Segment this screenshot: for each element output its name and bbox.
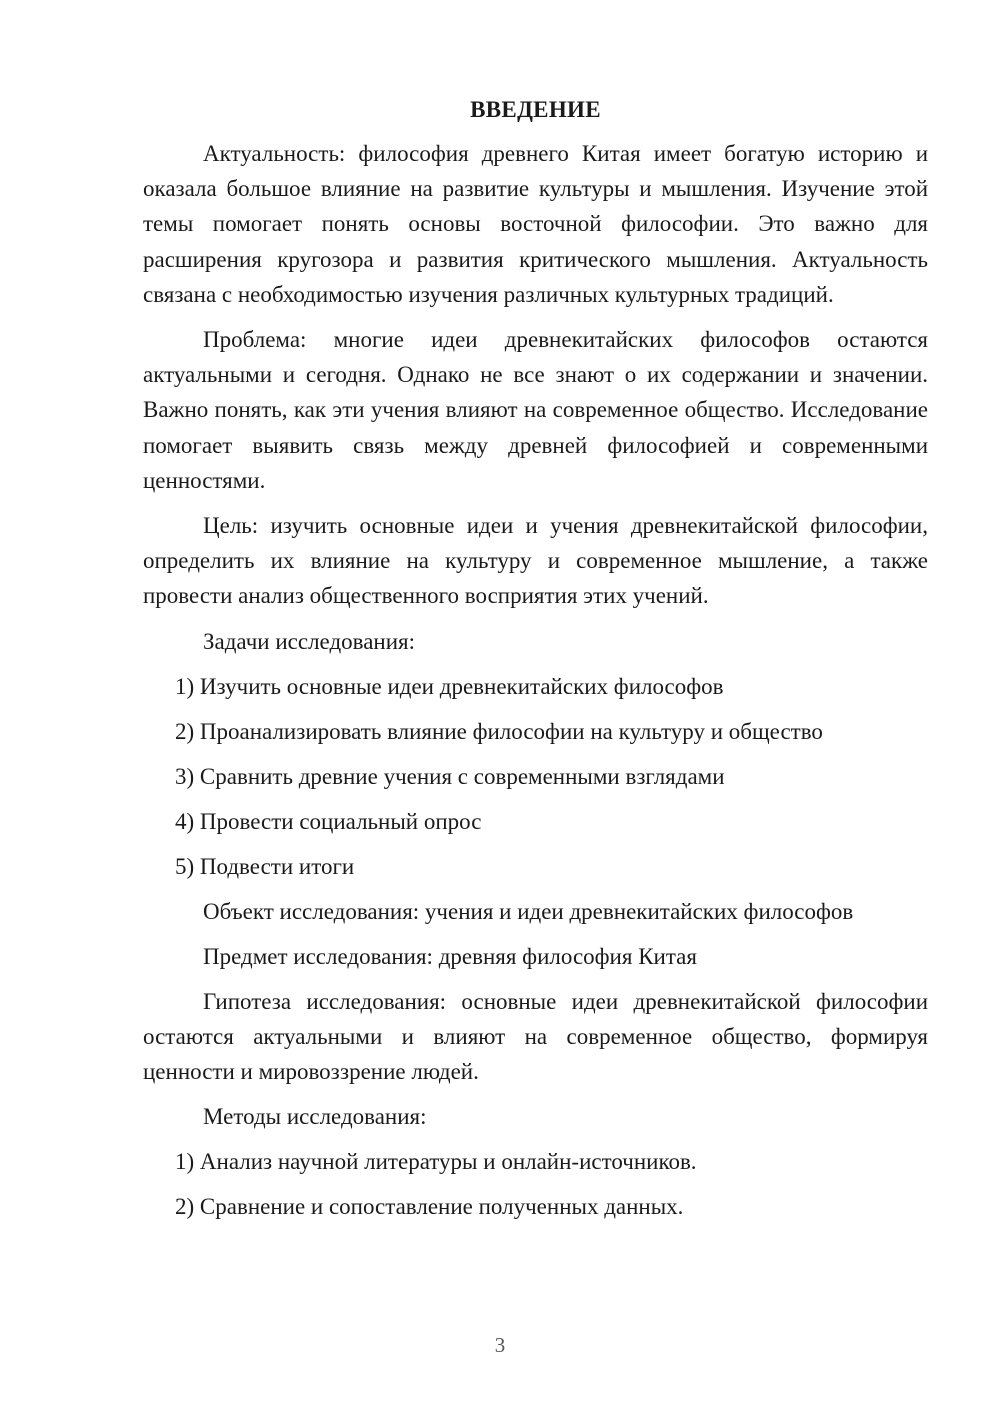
methods-list: [143, 1144, 928, 1224]
relevance-paragraph: Актуальность: философия древнего Китая имеет богатую историю и оказала большое влияние на развитие культуры и мышления. Изучение этой темы помогает понять основы восточной философии. Это важно для расширения кругозора и развития критического мышления. Актуальность связана с необходимостью изучения различных культурных традиций.: [143, 141, 928, 307]
methods-heading: Методы исследования:: [203, 1104, 427, 1130]
list-item: 2) Проанализировать влияние философии на культуру и общество: [175, 718, 823, 744]
tasks-heading: Задачи исследования:: [203, 628, 416, 654]
list-item: 1) Анализ научной литературы и онлайн-источников.: [175, 1149, 697, 1175]
list-item: 3) Сравнить древние учения с современными взглядами: [175, 763, 725, 789]
document-page: [143, 92, 928, 1234]
section-title: ВВЕДЕНИЕ: [470, 97, 601, 122]
problem-paragraph: Проблема: многие идеи древнекитайских философов остаются актуальными и сегодня. Однако не все знают о их содержании и значении. Важно понять, как эти учения влияют на современное общество. Исследование помогает выявить связь между древней философией и современными ценностями.: [143, 327, 928, 493]
subject-line: Предмет исследования: древняя философия Китая: [203, 943, 697, 969]
object-line: Объект исследования: учения и идеи древнекитайских философов: [203, 898, 854, 924]
goal-paragraph: Цель: изучить основные идеи и учения древнекитайской философии, определить их влияние на культуру и современное мышление, а также провести анализ общественного восприятия этих учений.: [143, 513, 928, 609]
list-item: 5) Подвести итоги: [175, 853, 355, 879]
tasks-list: [143, 669, 928, 884]
page-number: 3: [494, 1333, 506, 1357]
hypothesis-paragraph: Гипотеза исследования: основные идеи древнекитайской философии остаются актуальными и влияют на современное общество, формируя ценности и мировоззрение людей.: [143, 988, 928, 1085]
list-item: 1) Изучить основные идеи древнекитайских философов: [175, 673, 724, 699]
list-item: 4) Провести социальный опрос: [175, 808, 482, 834]
list-item: 2) Сравнение и сопоставление полученных данных.: [175, 1194, 684, 1220]
